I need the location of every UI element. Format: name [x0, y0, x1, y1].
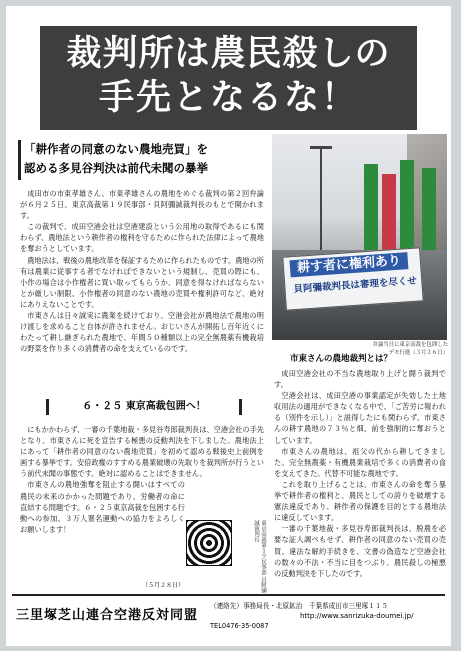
article-paragraph: 成田市の市東孝雄さん、市東孝雄さんの農地をめぐる裁判の第２回弁論が６月２５日、東京高裁第１９民事部・貝阿彌誠裁判長のもとで開かれます。: [20, 189, 264, 221]
date-note: （５月２８日）: [141, 582, 184, 589]
banner-flag-graphic: [422, 168, 436, 263]
headline-line-2: 認める多見谷判決は前代未聞の暴挙: [24, 161, 208, 175]
article-headline: [18, 140, 274, 180]
section-paragraph: 一審の千葉地裁・多見谷寿郎裁判長は、脱農を必要な証人調べもせず、耕作者の同意のない売買の売買、違法な解約手続きを、文書の偽造など空港会社の数々の不法・不当に目をつぶり、農民殺しの極悪の反動判決を下したのです。: [274, 524, 446, 578]
contact-address: （連絡先）事務局長・北原鉱治 千葉県成田市三里塚１１５: [210, 602, 389, 610]
protest-sign: [282, 247, 423, 310]
caption-line-1: 弁論当日に東京高裁を包囲した: [372, 342, 448, 348]
newsletter-page: [6, 6, 451, 646]
section-paragraph: これを取り上げることは、市東さんの命を奪う暴挙で耕作者の権利と、農民としての誇りを破壊する憲法違反であり、耕作者の保護を目的とする農地法に違反しています。: [274, 479, 446, 523]
banner-line-1: 裁判所は農民殺しの: [66, 33, 391, 74]
footer: [12, 594, 445, 644]
title-banner: [40, 26, 417, 130]
organization-name: 三里塚芝山連合空港反対同盟: [16, 608, 199, 623]
protest-photo: [272, 134, 447, 340]
portrait-image: [186, 520, 232, 566]
section-paragraph: 市東さんの農地は、祖父の代から耕してきました。完全無農薬・有機農業栽培で多くの消費者の食を支えてきた。代替不可能な農地です。: [274, 446, 446, 478]
banner-flag-graphic: [364, 164, 378, 259]
website-link[interactable]: http://www.sanrizuka-doumei.jp/: [300, 612, 414, 620]
article-paragraph: この裁判で、成田空港会社は空港建設という公用地の取得であるにも関わらず、農地法という耕作者の権利を守るために作られた法律によって農地を奪おうとしています。: [20, 222, 264, 254]
judge-caption: 東京高裁第１９民事部 貝阿彌誠裁判長: [253, 520, 266, 594]
section-body-trial: [274, 368, 446, 579]
banner-flag-graphic: [400, 160, 414, 255]
section-title-encircle: ６・２５ 東京高裁包囲へ！: [46, 399, 242, 415]
caption-line-2: デモ行進（３月２６日）: [388, 349, 448, 356]
headline-line-1: 「耕作者の同意のない農地売買」を: [24, 142, 208, 156]
banner-line-2: 手先となるな！: [98, 77, 358, 118]
street-lamp-graphic: [320, 146, 322, 256]
section-paragraph: 成田空港会社の不当な農地取り上げと闘う裁判です。: [274, 369, 446, 390]
section-paragraph: 市東さんの農地強奪を阻止する闘いはすべての農民の未来のかかった問題であり、労働者の命に直結する問題です。６・２５東京高裁を包囲する行動への参加、３万人署名運動への協力をよろしくお願いします！: [20, 480, 185, 534]
telephone: TEL0476-35-0087: [210, 622, 269, 630]
article-body: [20, 188, 264, 354]
section-title-trial: 市東さんの農地裁判とは？: [290, 354, 393, 364]
section-paragraph: 空港会社は、成田空港の事業認定が失効した土地収用法の適用ができなくなる中で、「ご苦労に報われる（別件を示し）」と説得したにも関わらず、市東さんの耕す農地の７３％と畑、前を強制的に奪おうとしています。: [274, 391, 446, 445]
sign-text-2: 貝阿彌裁判長は審理を尽くせ: [293, 275, 418, 296]
section-paragraph: にもかかわらず、一審の千葉地裁・多見谷寿郎裁判長は、空港会社の手先となり、市東さんに死を宣告する極悪の反動判決を下しました。農地法上にあって「耕作者の同意のない農地売買」を初めて認める戦後史上前例を画する暴挙です。安倍政権のすすめる農業破壊の先取りを裁判所が行うという前代未聞の事態です。絶対に認めることはできません。: [20, 425, 264, 479]
sign-text-1: 耕す者に権利あり: [290, 252, 409, 277]
article-paragraph: 農地法は、戦後の農地改革を保証するために作られたものです。農地の所有は農業に従事する者でなければできないという規制し、売買の際にも、小作の場合は小作権者に買い取ってもらうか、同意を得なければならないとか厳しい制限、小作権者の同意のない農地の売買や権利許可など、絶対にありえないことです。: [20, 255, 264, 309]
article-paragraph: 市東さんは日々誠実に農業を続けており、空港会社が農地法で農地の明け渡しを求めること自体が許されません。おじいさんが開拓し百年近くにわたって耕し継ぎられた農地で、年間５０種類以上の完全無農薬有機栽培の野菜を作り多くの消費者の命を支えているのです。: [20, 311, 264, 354]
